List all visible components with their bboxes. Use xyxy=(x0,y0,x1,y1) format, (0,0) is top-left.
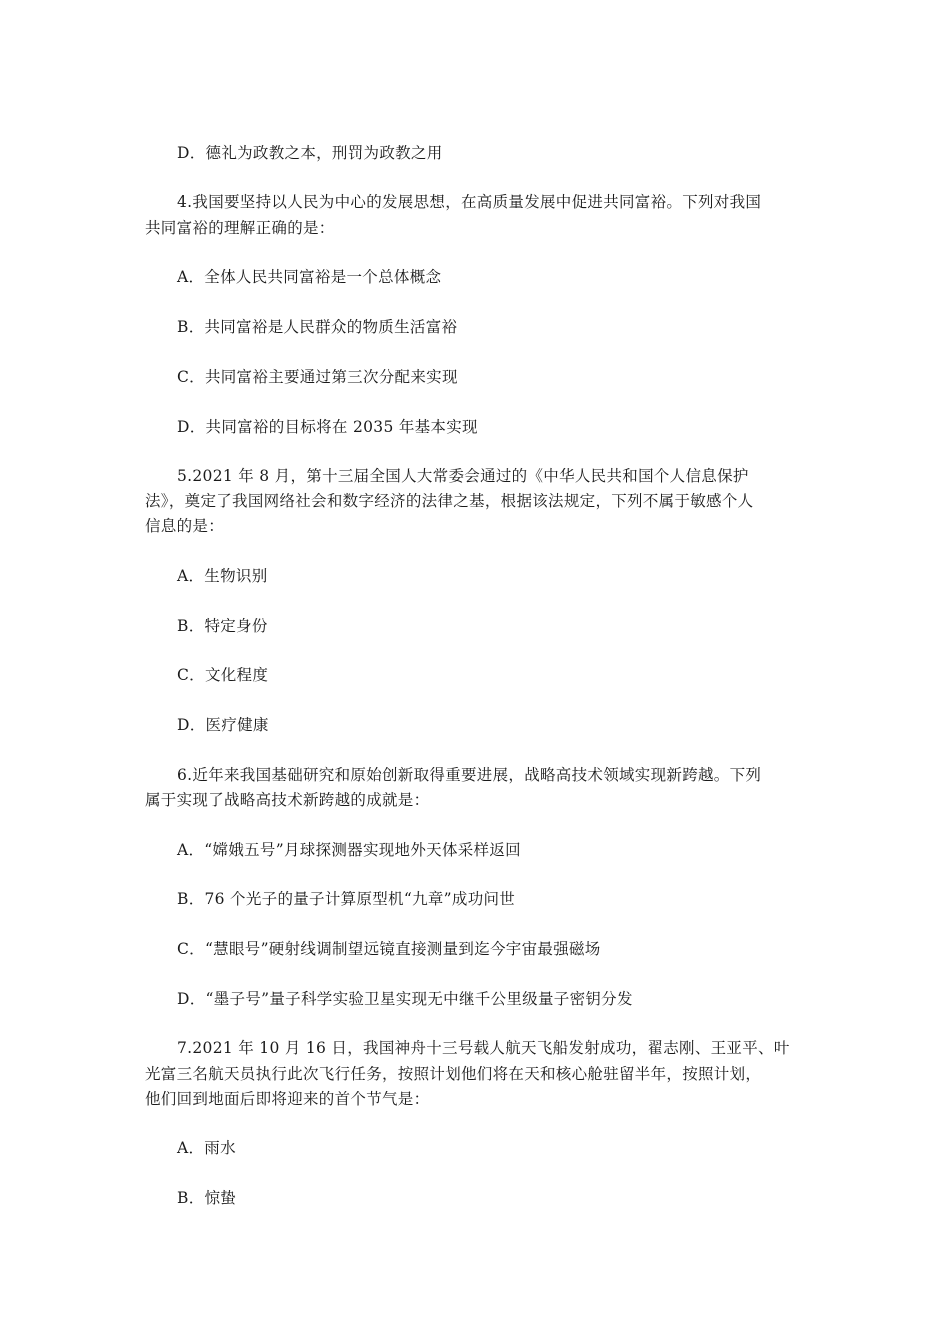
q7-stem-line-1: 7.2021 年 10 月 16 日，我国神舟十三号载人航天飞船发射成功，翟志刚、王亚平、叶 xyxy=(177,1039,790,1057)
q5-option-d: D．医疗健康 xyxy=(177,716,269,734)
q4-option-a: A．全体人民共同富裕是一个总体概念 xyxy=(177,268,442,286)
q6-option-d: D．“墨子号”量子科学实验卫星实现无中继千公里级量子密钥分发 xyxy=(177,990,633,1008)
q5-stem-line-2: 法》，奠定了我国网络社会和数字经济的法律之基，根据该法规定，下列不属于敏感个人 xyxy=(145,492,754,510)
q4-option-b: B．共同富裕是人民群众的物质生活富裕 xyxy=(177,318,458,336)
q6-stem-line-2: 属于实现了战略高技术新跨越的成就是： xyxy=(145,791,430,809)
q5-stem-line-1: 5.2021 年 8 月，第十三届全国人大常委会通过的《中华人民共和国个人信息保护 xyxy=(177,467,749,485)
q7-stem-line-2: 光富三名航天员执行此次飞行任务，按照计划他们将在天和核心舱驻留半年，按照计划， xyxy=(145,1065,762,1083)
q3-option-d: D．德礼为政教之本，刑罚为政教之用 xyxy=(177,144,443,162)
q6-option-c: C．“慧眼号”硬射线调制望远镜直接测量到迄今宇宙最强磁场 xyxy=(177,940,601,958)
q5-option-a: A．生物识别 xyxy=(177,567,268,585)
q6-stem-line-1: 6.近年来我国基础研究和原始创新取得重要进展，战略高技术领域实现新跨越。下列 xyxy=(177,766,762,784)
q6-option-b: B．76 个光子的量子计算原型机“九章”成功问世 xyxy=(177,890,516,908)
q4-stem-line-1: 4.我国要坚持以人民为中心的发展思想，在高质量发展中促进共同富裕。下列对我国 xyxy=(177,193,762,211)
q5-stem-line-3: 信息的是： xyxy=(145,517,225,535)
q5-option-c: C．文化程度 xyxy=(177,666,269,684)
q7-stem-line-3: 他们回到地面后即将迎来的首个节气是： xyxy=(145,1090,430,1108)
q5-option-b: B．特定身份 xyxy=(177,617,268,635)
q7-option-b: B．惊蛰 xyxy=(177,1189,237,1207)
q4-stem-line-2: 共同富裕的理解正确的是： xyxy=(145,219,335,237)
q4-option-c: C．共同富裕主要通过第三次分配来实现 xyxy=(177,368,458,386)
q6-option-a: A．“嫦娥五号”月球探测器实现地外天体采样返回 xyxy=(177,841,521,859)
q7-option-a: A．雨水 xyxy=(177,1139,236,1157)
q4-option-d: D．共同富裕的目标将在 2035 年基本实现 xyxy=(177,418,478,436)
